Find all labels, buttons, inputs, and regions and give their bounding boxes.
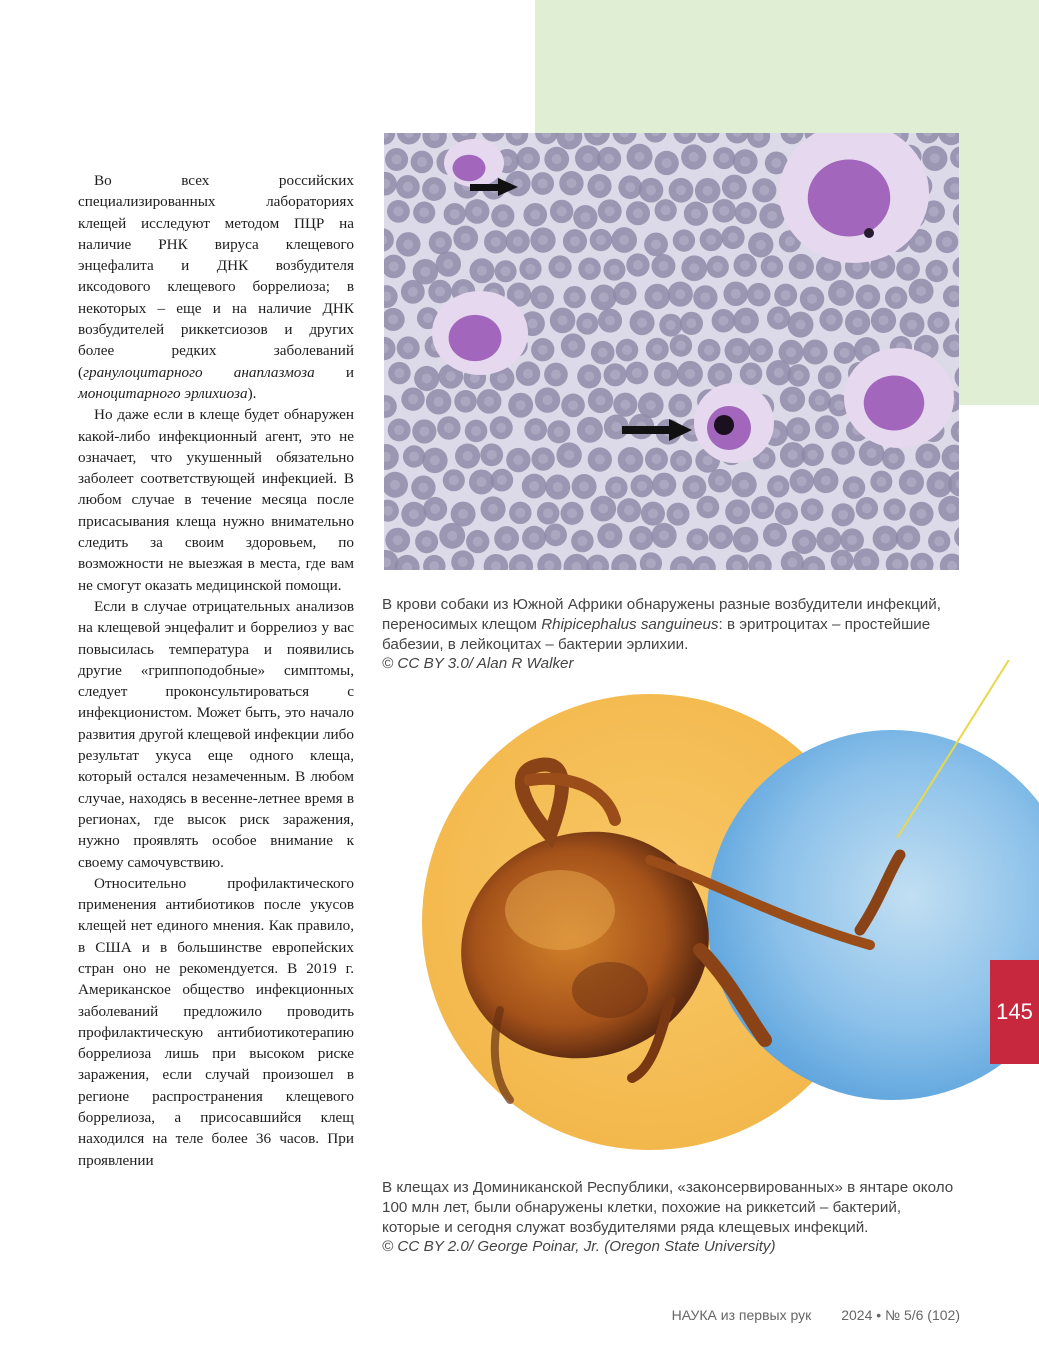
caption-amber-tick-credit: © CC BY 2.0/ George Poinar, Jr. (Oregon State University) [382, 1238, 776, 1256]
text-run: : в эритроцитах – простейшие бабезии, в лейкоцитах – бактерии эрлихии. [382, 615, 931, 653]
text-run: Если в случае отрицательных анализов на клещевой энцефалит и боррелиоз у вас повысилась температура и появились другие «гриппоподобные» симптомы, следует проконсультироваться с инфекционистом. Может быть, это начало развития другой клещевой инфекции либо результат укуса еще одного клеща, который остался незамеченным. В любом случае, находясь в весенне-летнее время в регионах, где высок риск заражения, нужно проявлять особое внимание к своему самочувствию. [78, 597, 354, 871]
page-number: 145 [996, 999, 1033, 1024]
page-footer [620, 1307, 960, 1323]
body-paragraph [78, 873, 354, 1171]
caption-blood-smear-text [382, 595, 962, 654]
caption-blood-smear-credit: © CC BY 3.0/ Alan R Walker [382, 655, 574, 673]
text-run: ). [247, 384, 257, 402]
blood-smear-micrograph [384, 133, 959, 570]
text-run: Но даже если в клеще будет обнаружен какой-либо инфекционный агент, это не означает, что укушенный обязательно заболеет соответствующей инфекцией. В любом случае в течение месяца после присасывания клеща нужно внимательно следить за своим здоровьем, по возможности не выезжая в места, где вам не смогут оказать медицинской помощи. [78, 406, 354, 594]
body-paragraph [78, 596, 354, 873]
body-paragraph [78, 404, 354, 596]
text-run: В крови собаки из Южной Африки обнаружены разные возбудители инфекций, переносимых клещом [382, 596, 941, 633]
text-run: Во всех российских специализированных лабораториях клещей исследуют методом ПЦР на наличие РНК вируса клещевого энцефалита и ДНК возбудителя иксодового клещевого боррелиоза; в некоторых – еще и на наличие ДНК возбудителей риккетсиозов и других более редких заболеваний ( [78, 172, 354, 381]
italic-term: Rhipicephalus sanguineus [541, 615, 719, 633]
amber-tick-illustration [400, 660, 1039, 1180]
article-body-column [78, 170, 354, 1171]
issue-number: 2024 • № 5/6 (102) [841, 1307, 960, 1323]
text-run: Относительно профилактического применения антибиотиков после укусов клещей нет единого мнения. Как правило, в США и в большинстве европейских стран оно не рекомендуется. В 2019 г. Американское общество инфекционных заболеваний предложило проводить профилактическую антибиотикотерапию боррелиоза лишь при высоком риске заражения, если случай произошел в регионе распространения клещевого боррелиоза, а присосавшийся клещ находился на теле более 36 часов. При проявлении [78, 874, 354, 1169]
text-run: и [314, 363, 354, 381]
caption-amber-tick [382, 1178, 962, 1257]
body-paragraph [78, 170, 354, 404]
caption-amber-tick-text: В клещах из Доминиканской Республики, «законсервированных» в янтаре около 100 млн лет, были обнаружены клетки, похожие на риккетсий – бактерий, которые и сегодня служат возбудителями ряда клещевых инфекций. [382, 1179, 954, 1236]
italic-term: гранулоцитарного анаплазмоза [83, 363, 315, 381]
magazine-title: НАУКА из первых рук [671, 1307, 812, 1323]
italic-term: моноцитарного эрлихиоза [78, 384, 248, 402]
page-number-tab [990, 960, 1039, 1064]
